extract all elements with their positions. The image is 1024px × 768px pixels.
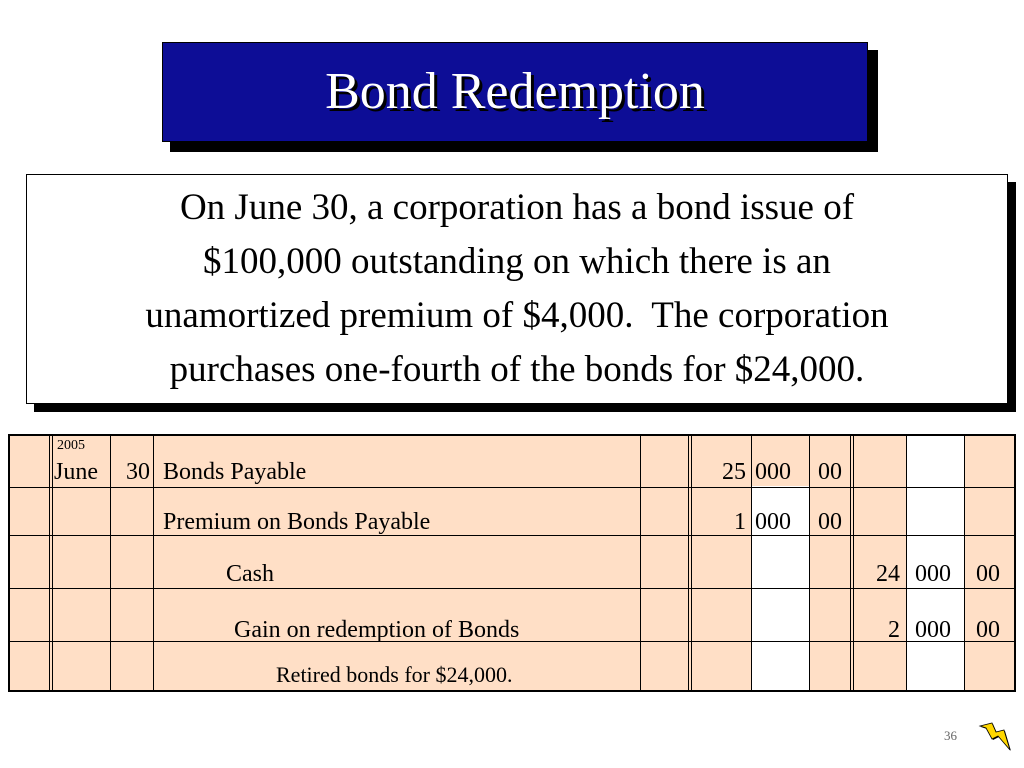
debit-amount-thousands: 000 — [755, 509, 791, 535]
problem-box — [26, 174, 1008, 404]
grid-line — [906, 436, 907, 690]
title-box — [162, 42, 868, 142]
credit-amount-thousands: 000 — [915, 561, 951, 587]
grid-line — [110, 436, 111, 690]
debit-amount-thousands: 000 — [755, 459, 791, 485]
credit-amount-cents: 00 — [976, 617, 1000, 643]
debit-amount-cents: 00 — [818, 459, 842, 485]
account-bonds-payable: Bonds Payable — [163, 459, 307, 485]
account-premium-on-bonds: Premium on Bonds Payable — [163, 509, 431, 535]
grid-line — [850, 436, 854, 690]
credit-amount-thousands: 000 — [915, 617, 951, 643]
grid-line — [49, 436, 53, 690]
journal-explanation: Retired bonds for $24,000. — [276, 662, 513, 687]
lightning-bolt-icon[interactable] — [978, 722, 1012, 752]
row-line — [10, 588, 1014, 589]
problem-line-4: purchases one-fourth of the bonds for $24,000. — [169, 349, 865, 390]
grid-line — [964, 436, 965, 690]
grid-line — [640, 436, 641, 690]
row-line — [10, 487, 1014, 488]
grid-line — [751, 436, 752, 690]
row-line — [10, 535, 1014, 536]
account-cash: Cash — [226, 561, 274, 587]
grid-line — [688, 436, 692, 690]
slide-title: Bond Redemption — [325, 63, 705, 120]
problem-line-1: On June 30, a corporation has a bond issue of — [179, 187, 855, 228]
problem-line-2: $100,000 outstanding on which there is an — [203, 241, 831, 282]
grid-line — [153, 436, 154, 690]
credit-amount-major: 24 — [876, 561, 900, 587]
problem-text — [145, 181, 888, 397]
debit-amount-major: 1 — [734, 509, 746, 535]
journal-year: 2005 — [57, 438, 85, 453]
debit-amount-cents: 00 — [818, 509, 842, 535]
grid-line — [809, 436, 810, 690]
account-gain-on-redemption: Gain on redemption of Bonds — [234, 617, 520, 643]
problem-line-3: unamortized premium of $4,000. The corporation — [145, 295, 889, 336]
journal-day: 30 — [126, 459, 150, 485]
journal-month: June — [54, 459, 98, 485]
credit-amount-major: 2 — [888, 617, 900, 643]
slide-number: 36 — [944, 728, 957, 743]
journal-table — [8, 434, 1016, 692]
credit-amount-cents: 00 — [976, 561, 1000, 587]
debit-amount-major: 25 — [722, 459, 746, 485]
